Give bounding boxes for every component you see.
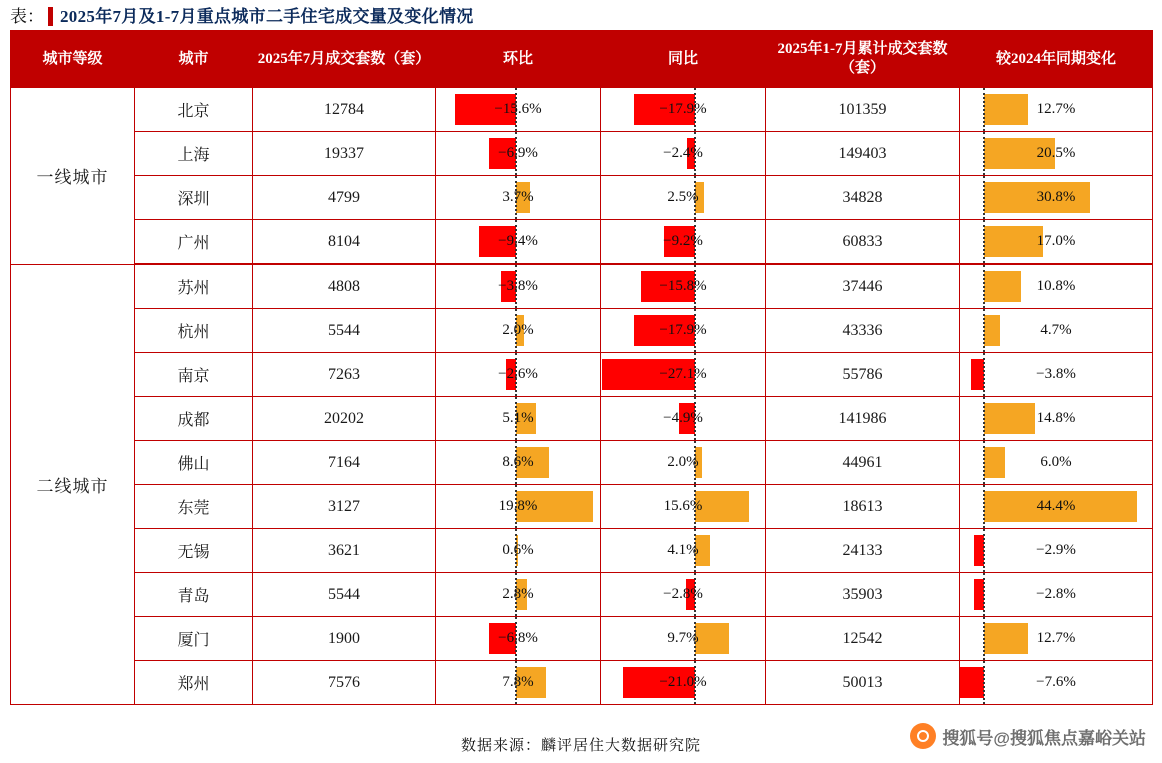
- mom-cell: [436, 529, 601, 573]
- cumulative-volume: 37446: [766, 264, 960, 309]
- cumulative-volume: 44961: [766, 441, 960, 485]
- city-name: 上海: [135, 132, 253, 176]
- data-table: [10, 30, 1153, 705]
- yoy-cell-value: −17.9%: [659, 101, 707, 117]
- mom-cell-value: 2.0%: [502, 322, 534, 338]
- mom-cell: [436, 573, 601, 617]
- yoy-change-cell: [960, 264, 1153, 309]
- yoy-cell: [601, 485, 766, 529]
- mom-cell-value: −9.4%: [498, 233, 538, 249]
- mom-cell: [436, 88, 601, 132]
- yoy-cell: [601, 529, 766, 573]
- yoy-cell-value: −2.8%: [663, 586, 703, 602]
- cumulative-volume: 34828: [766, 176, 960, 220]
- yoy-change-cell-value: −7.6%: [1036, 674, 1076, 690]
- col-header-yoy-change: 较2024年同期变化: [960, 31, 1153, 88]
- yoy-cell: [601, 264, 766, 309]
- title-accent-bar: [48, 7, 53, 26]
- table-row: [11, 264, 1153, 309]
- city-name: 杭州: [135, 309, 253, 353]
- yoy-change-cell-value: 6.0%: [1040, 454, 1072, 470]
- mom-cell-value: −15.6%: [494, 101, 542, 117]
- mom-cell: [436, 176, 601, 220]
- cumulative-volume: 101359: [766, 88, 960, 132]
- july-volume: 1900: [253, 617, 436, 661]
- july-volume: 7263: [253, 353, 436, 397]
- city-name: 佛山: [135, 441, 253, 485]
- mom-cell: [436, 441, 601, 485]
- yoy-cell-value: −21.0%: [659, 674, 707, 690]
- mom-cell: [436, 132, 601, 176]
- page-title: [0, 0, 1162, 30]
- col-header-cumulative: 2025年1-7月累计成交套数（套）: [766, 31, 960, 88]
- mom-cell-value: −6.8%: [498, 630, 538, 646]
- col-header-july-volume: 2025年7月成交套数（套）: [253, 31, 436, 88]
- cumulative-volume: 35903: [766, 573, 960, 617]
- yoy-cell: [601, 397, 766, 441]
- july-volume: 4808: [253, 264, 436, 309]
- city-name: 广州: [135, 220, 253, 265]
- cumulative-volume: 50013: [766, 661, 960, 705]
- july-volume: 5544: [253, 573, 436, 617]
- yoy-cell-value: 2.5%: [667, 189, 699, 205]
- yoy-change-cell-value: 44.4%: [1036, 498, 1076, 514]
- yoy-change-cell-value: 20.5%: [1036, 145, 1076, 161]
- yoy-change-cell-value: −2.9%: [1036, 542, 1076, 558]
- city-name: 东莞: [135, 485, 253, 529]
- table-body: [11, 88, 1153, 705]
- yoy-cell-value: 2.0%: [667, 454, 699, 470]
- col-header-mom: 环比: [436, 31, 601, 88]
- title-prefix: 表：: [10, 6, 44, 26]
- yoy-cell: [601, 661, 766, 705]
- mom-cell-value: 19.8%: [498, 498, 538, 514]
- yoy-cell: [601, 441, 766, 485]
- yoy-cell-value: −27.1%: [659, 366, 707, 382]
- cumulative-volume: 43336: [766, 309, 960, 353]
- mom-cell: [436, 661, 601, 705]
- mom-cell: [436, 485, 601, 529]
- mom-cell-value: −3.8%: [498, 278, 538, 294]
- table-row: [11, 176, 1153, 220]
- yoy-change-cell-value: 4.7%: [1040, 322, 1072, 338]
- yoy-change-cell-value: 10.8%: [1036, 278, 1076, 294]
- title-text: 2025年7月及1-7月重点城市二手住宅成交量及变化情况: [60, 6, 474, 26]
- mom-cell-value: 5.1%: [502, 410, 534, 426]
- july-volume: 5544: [253, 309, 436, 353]
- yoy-change-cell: [960, 88, 1153, 132]
- cumulative-volume: 141986: [766, 397, 960, 441]
- mom-cell-value: 7.8%: [502, 674, 534, 690]
- city-name: 成都: [135, 397, 253, 441]
- table-row: [11, 309, 1153, 353]
- cumulative-volume: 18613: [766, 485, 960, 529]
- mom-cell-value: −2.6%: [498, 366, 538, 382]
- july-volume: 3621: [253, 529, 436, 573]
- mom-cell-value: 8.6%: [502, 454, 534, 470]
- table-row: [11, 529, 1153, 573]
- col-header-city: 城市: [135, 31, 253, 88]
- city-name: 厦门: [135, 617, 253, 661]
- cumulative-volume: 12542: [766, 617, 960, 661]
- city-name: 北京: [135, 88, 253, 132]
- yoy-change-cell-value: 12.7%: [1036, 101, 1076, 117]
- yoy-change-cell-value: 17.0%: [1036, 233, 1076, 249]
- table-row: [11, 353, 1153, 397]
- yoy-change-cell-value: 12.7%: [1036, 630, 1076, 646]
- yoy-change-cell: [960, 220, 1153, 265]
- yoy-change-cell-value: 30.8%: [1036, 189, 1076, 205]
- yoy-change-cell: [960, 132, 1153, 176]
- mom-cell-value: 2.8%: [502, 586, 534, 602]
- table-row: [11, 132, 1153, 176]
- table-row: [11, 397, 1153, 441]
- yoy-change-cell: [960, 661, 1153, 705]
- col-header-grade: 城市等级: [11, 31, 135, 88]
- mom-cell: [436, 264, 601, 309]
- city-name: 苏州: [135, 264, 253, 309]
- yoy-change-cell: [960, 397, 1153, 441]
- yoy-change-cell: [960, 176, 1153, 220]
- yoy-change-cell-value: 14.8%: [1036, 410, 1076, 426]
- yoy-change-cell: [960, 573, 1153, 617]
- cumulative-volume: 55786: [766, 353, 960, 397]
- july-volume: 7164: [253, 441, 436, 485]
- mom-cell: [436, 309, 601, 353]
- sohu-logo-icon: [910, 723, 936, 749]
- table-header-row: [11, 31, 1153, 88]
- city-name: 南京: [135, 353, 253, 397]
- watermark: [910, 723, 1146, 749]
- yoy-cell: [601, 88, 766, 132]
- mom-cell-value: 3.7%: [502, 189, 534, 205]
- yoy-change-cell: [960, 617, 1153, 661]
- city-name: 无锡: [135, 529, 253, 573]
- table-row: [11, 617, 1153, 661]
- table-row: [11, 88, 1153, 132]
- yoy-cell-value: 9.7%: [667, 630, 699, 646]
- cumulative-volume: 24133: [766, 529, 960, 573]
- july-volume: 20202: [253, 397, 436, 441]
- yoy-cell-value: −2.4%: [663, 145, 703, 161]
- mom-cell: [436, 397, 601, 441]
- yoy-cell: [601, 309, 766, 353]
- july-volume: 12784: [253, 88, 436, 132]
- source-note: 数据来源：麟评居住大数据研究院: [460, 738, 701, 754]
- yoy-change-cell-value: −3.8%: [1036, 366, 1076, 382]
- mom-cell: [436, 220, 601, 265]
- yoy-change-cell: [960, 441, 1153, 485]
- yoy-cell-value: 15.6%: [663, 498, 703, 514]
- yoy-cell: [601, 220, 766, 265]
- july-volume: 19337: [253, 132, 436, 176]
- table-row: [11, 441, 1153, 485]
- watermark-text: 搜狐号@搜狐焦点嘉峪关站: [942, 728, 1146, 748]
- tier-label: 一线城市: [11, 88, 135, 265]
- yoy-cell-value: −17.9%: [659, 322, 707, 338]
- table-row: [11, 220, 1153, 265]
- tier-label: 二线城市: [11, 264, 135, 705]
- yoy-cell-value: 4.1%: [667, 542, 699, 558]
- cumulative-volume: 149403: [766, 132, 960, 176]
- july-volume: 3127: [253, 485, 436, 529]
- yoy-cell: [601, 353, 766, 397]
- city-name: 郑州: [135, 661, 253, 705]
- yoy-change-cell: [960, 529, 1153, 573]
- july-volume: 8104: [253, 220, 436, 265]
- mom-cell-value: −6.9%: [498, 145, 538, 161]
- yoy-change-cell: [960, 485, 1153, 529]
- table-row: [11, 573, 1153, 617]
- july-volume: 7576: [253, 661, 436, 705]
- mom-cell: [436, 353, 601, 397]
- mom-cell: [436, 617, 601, 661]
- yoy-cell: [601, 132, 766, 176]
- table-row: [11, 485, 1153, 529]
- yoy-cell: [601, 176, 766, 220]
- mom-cell-value: 0.6%: [502, 542, 534, 558]
- yoy-change-cell-value: −2.8%: [1036, 586, 1076, 602]
- yoy-change-cell: [960, 353, 1153, 397]
- col-header-yoy: 同比: [601, 31, 766, 88]
- yoy-cell-value: −4.9%: [663, 410, 703, 426]
- yoy-change-cell: [960, 309, 1153, 353]
- city-name: 深圳: [135, 176, 253, 220]
- yoy-cell-value: −15.8%: [659, 278, 707, 294]
- table-row: [11, 661, 1153, 705]
- july-volume: 4799: [253, 176, 436, 220]
- cumulative-volume: 60833: [766, 220, 960, 265]
- yoy-cell-value: −9.2%: [663, 233, 703, 249]
- yoy-cell: [601, 573, 766, 617]
- city-name: 青岛: [135, 573, 253, 617]
- yoy-cell: [601, 617, 766, 661]
